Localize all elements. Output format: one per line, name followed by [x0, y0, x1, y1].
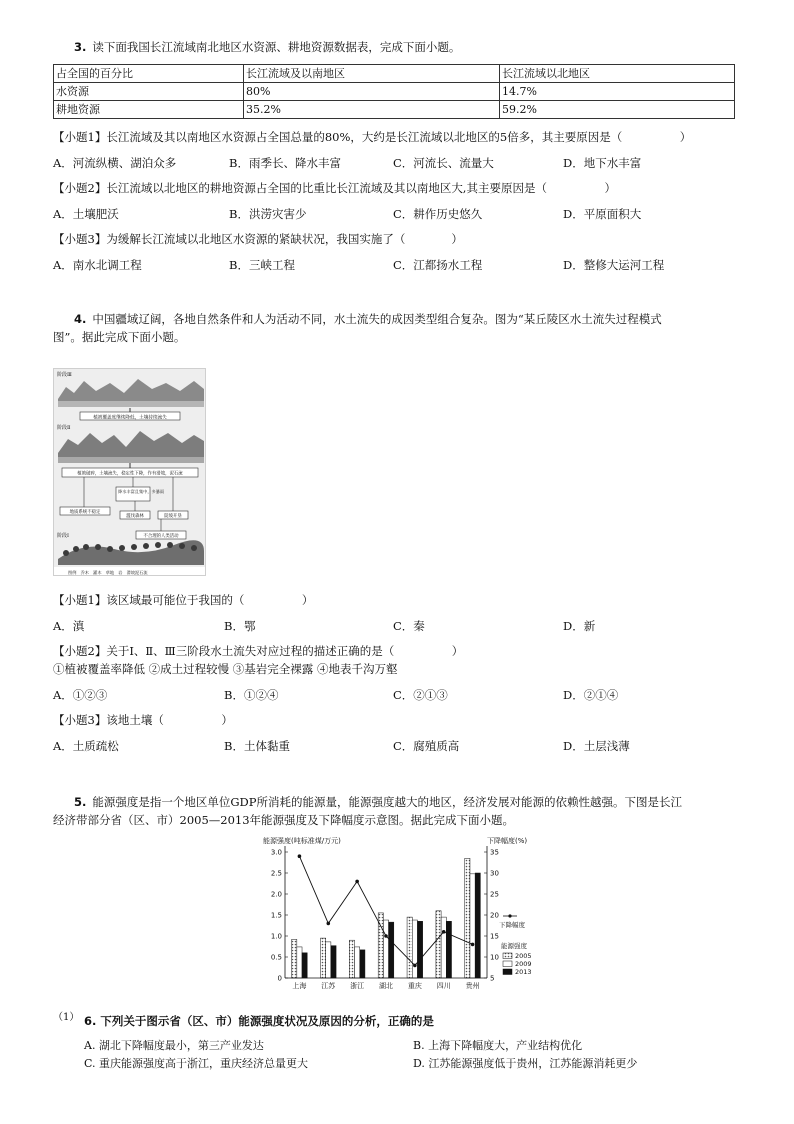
legend-label-2013: 2013 — [515, 968, 532, 976]
q3-sub2-option-c[interactable]: C．耕作历史悠久 — [393, 207, 483, 221]
bar-2009-四川 — [441, 917, 446, 978]
q3-sub3-option-c[interactable]: C．江都扬水工程 — [393, 258, 483, 272]
q6-option-d[interactable]: D. 江苏能源强度低于贵州，江苏能源消耗更少 — [413, 1057, 638, 1070]
q3-sub2: 【小题2】长江流域以北地区的耕地资源占全国的比重比长江流域及其以南地区大,其主要原因是（ ） — [53, 181, 616, 195]
y-right-tick-label: 15 — [490, 932, 499, 941]
y-right-tick-label: 30 — [490, 869, 499, 878]
connector-lines — [84, 477, 173, 531]
legend-line-label: 下降幅度 — [499, 921, 525, 929]
table-cell: 长江流域及以南地区 — [244, 65, 500, 83]
x-tick-label: 四川 — [436, 982, 451, 990]
y-axis-left-label: 能源强度(吨标准煤/万元) — [263, 837, 341, 845]
bar-2005-上海 — [292, 939, 297, 978]
y-left-tick-label: 2.5 — [270, 869, 282, 878]
stage3-label: 阶段Ⅲ — [57, 372, 72, 378]
x-tick-label: 重庆 — [407, 982, 422, 990]
erosion-process-figure — [53, 368, 206, 576]
stage3-soil — [58, 401, 204, 407]
bar-2009-湖北 — [383, 920, 388, 978]
q3-sub3: 【小题3】为缓解长江流域以北地区水资源的紧缺状况，我国实施了（ ） — [53, 232, 463, 246]
q6-option-c[interactable]: C. 重庆能源强度高于浙江，重庆经济总量更大 — [84, 1057, 309, 1070]
decline-point-贵州 — [471, 943, 475, 947]
box-forest-text: 滥伐森林 — [126, 514, 144, 519]
table-cell: 14.7% — [500, 83, 735, 101]
q6-paren: （1） — [53, 1012, 80, 1023]
q3-sub1-option-c[interactable]: C．河流长、流量大 — [393, 156, 494, 170]
q4-stem-line2: 图”。据此完成下面小题。 — [53, 330, 186, 344]
q3-data-table — [53, 64, 735, 119]
table-cell: 35.2% — [244, 101, 500, 119]
decline-point-江苏 — [326, 922, 330, 926]
x-tick-label: 浙江 — [350, 982, 365, 990]
q4-sub2-option-a[interactable]: A．①②③ — [53, 688, 108, 702]
legend-swatch-2013 — [503, 969, 512, 975]
y-left-tick-label: 1.0 — [270, 932, 282, 941]
q3-sub3-option-d[interactable]: D．整修大运河工程 — [563, 258, 665, 272]
bar-2005-重庆 — [407, 917, 412, 978]
q3-sub1-option-a[interactable]: A．河流纵横、湖泊众多 — [53, 156, 177, 170]
bar-2013-四川 — [446, 921, 451, 978]
q3-sub3-option-a[interactable]: A．南水北调工程 — [53, 258, 142, 272]
y-left-tick-label: 0 — [277, 974, 282, 983]
bar-2009-上海 — [297, 947, 302, 978]
legend-swatch-2009 — [503, 961, 512, 967]
y-right-tick-label: 35 — [490, 848, 499, 857]
stage2-label: 阶段Ⅱ — [57, 425, 71, 431]
q4-sub1-option-c[interactable]: C．秦 — [393, 619, 425, 633]
legend-swatch-2005 — [503, 953, 512, 959]
energy-intensity-chart — [255, 832, 545, 994]
q4-sub2-statements: ①植被覆盖率降低 ②成土过程较慢 ③基岩完全裸露 ④地表千沟万壑 — [53, 662, 398, 676]
q4-sub3-option-b[interactable]: B．土体黏重 — [224, 739, 290, 753]
q3-number: 3. — [74, 40, 87, 54]
y-right-tick-label: 10 — [490, 953, 499, 962]
q3-sub1: 【小题1】长江流域及其以南地区水资源占全国总量的80%，大约是长江流域以北地区的5倍多，其主要原因是（ ） — [53, 130, 692, 144]
x-tick-label: 江苏 — [321, 982, 336, 990]
q6-option-b[interactable]: B. 上海下降幅度大，产业结构优化 — [413, 1039, 583, 1052]
y-left-tick-label: 1.5 — [270, 911, 282, 920]
q3-sub1-option-b[interactable]: B．雨季长、降水丰富 — [229, 156, 341, 170]
q4-sub2-option-b[interactable]: B．①②④ — [224, 688, 279, 702]
q4-sub3: 【小题3】该地土壤（ ） — [53, 713, 233, 727]
table-cell: 长江流域以北地区 — [500, 65, 735, 83]
stage1-label: 阶段Ⅰ — [57, 533, 69, 539]
q3-sub1-option-d[interactable]: D．地下水丰富 — [563, 156, 642, 170]
q3-sub2-option-b[interactable]: B．洪涝灾害少 — [229, 207, 307, 221]
q4-sub3-option-d[interactable]: D．土层浅薄 — [563, 739, 630, 753]
bar-2009-江苏 — [326, 942, 331, 978]
bar-2005-江苏 — [320, 938, 325, 978]
bar-2005-四川 — [436, 911, 441, 978]
table-cell: 80% — [244, 83, 500, 101]
x-tick-label: 上海 — [292, 982, 307, 990]
q4-number: 4. — [74, 312, 87, 326]
legend-label-2009: 2009 — [515, 960, 532, 968]
y-right-tick-label: 25 — [490, 890, 499, 899]
box-mid-text: 植被破碎，土壤流失，稳定性下降，作有滑坡，泥石流 — [77, 471, 183, 477]
decline-point-浙江 — [355, 880, 359, 884]
table-cell: 占全国的百分比 — [54, 65, 244, 83]
box-top-text: 植被覆盖度继续降低，土壤持续流失 — [93, 415, 167, 421]
table-row — [54, 83, 735, 101]
y-right-tick-label: 5 — [490, 974, 495, 983]
q5-stem-line2: 经济带部分省（区、市）2005—2013年能源强度及下降幅度示意图。据此完成下面小题。 — [53, 813, 515, 827]
stage2-terrain — [58, 431, 204, 457]
q5-number: 5. — [74, 795, 87, 809]
table-cell: 59.2% — [500, 101, 735, 119]
y-right-tick-label: 20 — [490, 911, 499, 920]
erosion-diagram — [54, 369, 206, 576]
bar-2009-重庆 — [412, 920, 417, 978]
box-geo-text: 地质系统不稳定 — [69, 510, 101, 515]
bar-2009-贵州 — [470, 874, 475, 978]
table-cell: 水资源 — [54, 83, 244, 101]
bar-2013-上海 — [302, 953, 307, 978]
table-cell: 耕地资源 — [54, 101, 244, 119]
bar-2005-浙江 — [349, 940, 354, 978]
y-left-tick-label: 3.0 — [270, 848, 282, 857]
decline-point-上海 — [298, 854, 302, 858]
decline-point-四川 — [442, 930, 446, 934]
q4-sub1-option-a[interactable]: A．滇 — [53, 619, 85, 633]
y-axis-right-label: 下降幅度(%) — [487, 837, 528, 845]
q3-sub3-option-b[interactable]: B．三峡工程 — [229, 258, 295, 272]
x-tick-label: 湖北 — [379, 982, 393, 990]
y-left-tick-label: 2.0 — [270, 890, 282, 899]
bar-2005-贵州 — [465, 858, 470, 978]
box-rain-span: 降水丰富且集中，多暴雨 — [118, 489, 165, 494]
q4-stem-text: 中国疆域辽阔，各地自然条件和人为活动不同，水土流失的成因类型组合复杂。图为“某丘陵区水土流失过程模式 — [92, 312, 662, 326]
q5-stem-text: 能源强度是指一个地区单位GDP所消耗的能源量，能源强度越大的地区，经济发展对能源的依赖性越强。下图是长江 — [92, 795, 683, 809]
stage2-soil — [58, 457, 204, 463]
bar-2013-贵州 — [475, 873, 480, 978]
bar-2013-重庆 — [417, 921, 422, 978]
q4-sub1-option-b[interactable]: B．鄂 — [224, 619, 256, 633]
q3-stem-text: 读下面我国长江流域南北地区水资源、耕地资源数据表，完成下面小题。 — [92, 40, 461, 54]
box-rain-text — [118, 488, 164, 495]
q5-stem-line1 — [74, 793, 682, 811]
box-human-text: 不合理的人类活动 — [143, 534, 179, 539]
q3-stem — [74, 38, 460, 56]
q4-sub2-option-d[interactable]: D．②①④ — [563, 688, 619, 702]
legend-line-dot — [508, 914, 511, 917]
bar-2009-浙江 — [355, 947, 360, 978]
bar-2013-江苏 — [331, 946, 336, 978]
table-row — [54, 65, 735, 83]
decline-point-湖北 — [384, 934, 388, 938]
q4-sub3-option-c[interactable]: C．腐殖质高 — [393, 739, 460, 753]
q4-sub2: 【小题2】关于Ⅰ、Ⅱ、Ⅲ三阶段水土流失对应过程的描述正确的是（ ） — [53, 644, 464, 658]
stage3-terrain — [58, 379, 204, 401]
box-slope-text: 陡坡开垦 — [164, 514, 182, 519]
legend-label-2005: 2005 — [515, 952, 532, 960]
q4-sub2-option-c[interactable]: C．②①③ — [393, 688, 448, 702]
decline-point-重庆 — [413, 964, 417, 968]
q3-sub2-option-a[interactable]: A．土壤肥沃 — [53, 207, 119, 221]
legend-text: 图例 乔木 灌木 草地 岩 滑坡泥石流 — [68, 570, 148, 575]
legend-title: 能源强度 — [501, 942, 527, 950]
bar-2013-浙江 — [360, 950, 365, 978]
q4-sub3-option-a[interactable]: A．土质疏松 — [53, 739, 119, 753]
y-left-tick-label: 0.5 — [270, 953, 282, 962]
x-tick-label: 贵州 — [465, 982, 480, 990]
q4-sub1-option-d[interactable]: D．新 — [563, 619, 596, 633]
q4-stem-line1 — [74, 310, 662, 328]
q3-sub2-option-d[interactable]: D．平原面积大 — [563, 207, 642, 221]
table-row — [54, 101, 735, 119]
bar-2013-湖北 — [389, 922, 394, 978]
q6-stem: 6. 下列关于图示省（区、市）能源强度状况及原因的分析，正确的是 — [84, 1014, 434, 1028]
q4-sub1: 【小题1】该区域最可能位于我国的（ ） — [53, 593, 314, 607]
q6-option-a[interactable]: A. 湖北下降幅度最小，第三产业发达 — [84, 1039, 264, 1052]
